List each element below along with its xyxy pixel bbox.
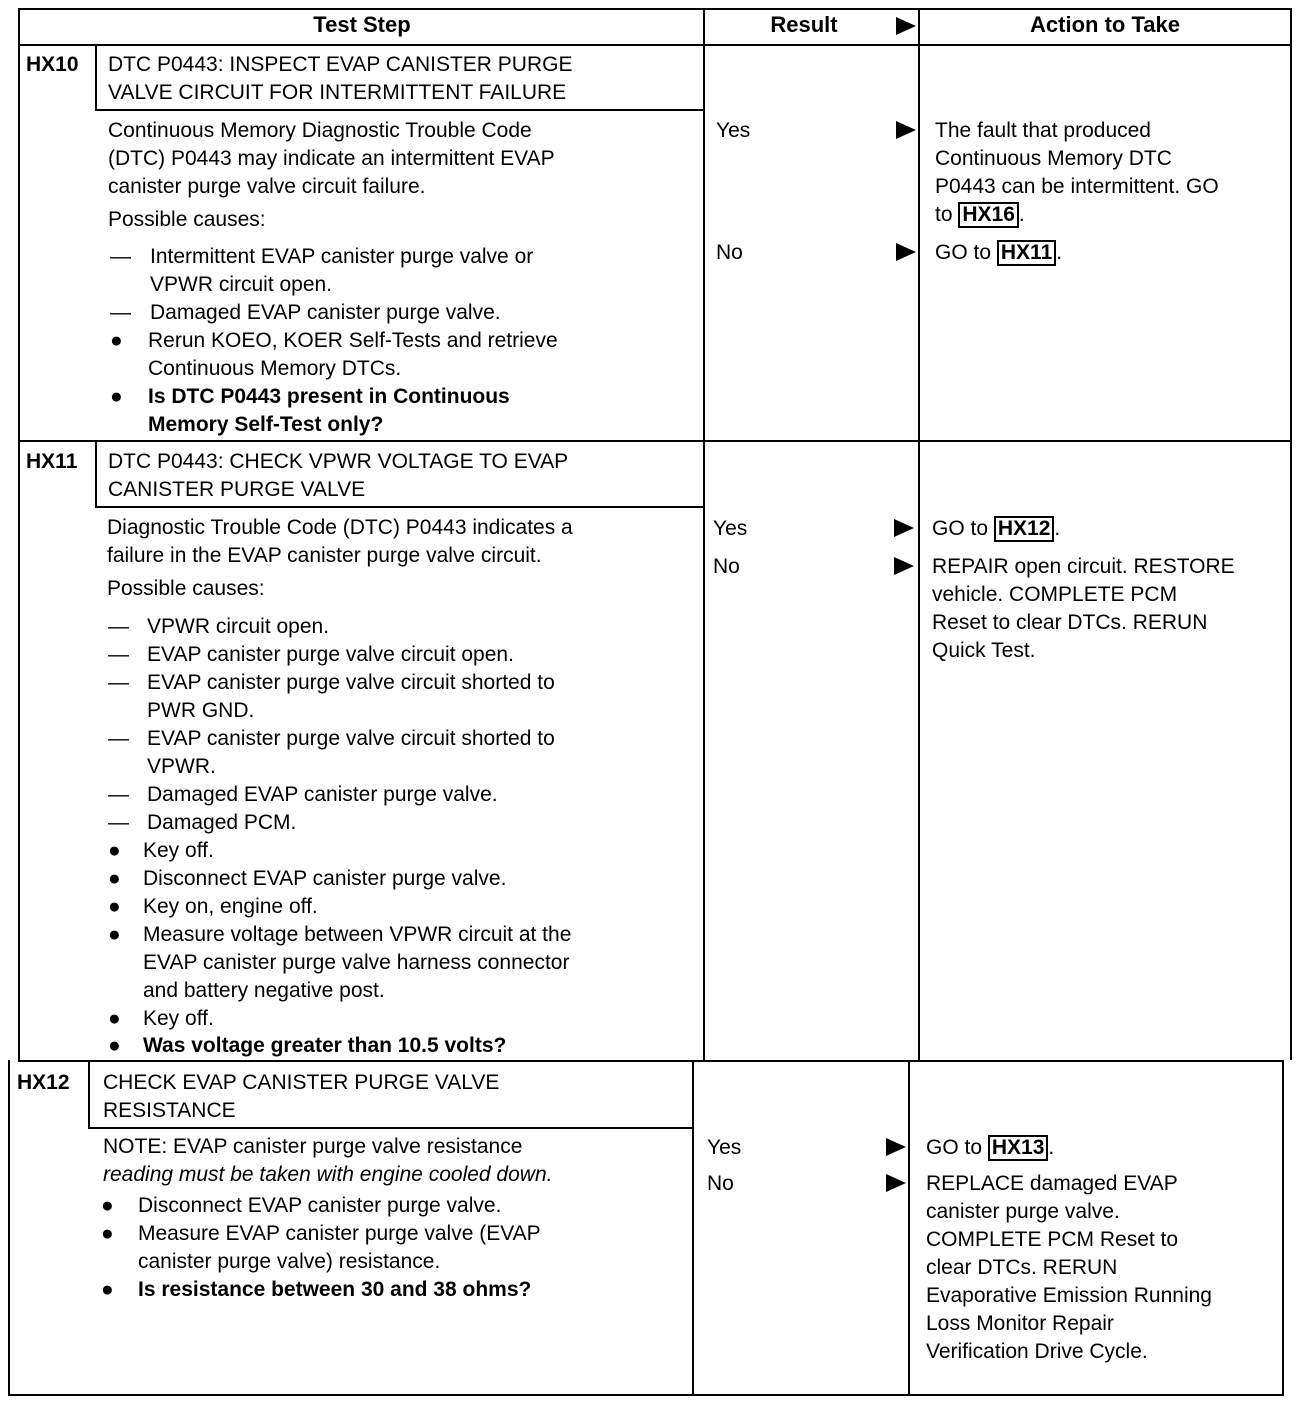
action-line: Loss Monitor Repair bbox=[926, 1312, 1114, 1335]
description-line: canister purge valve circuit failure. bbox=[108, 175, 426, 198]
step-id-hx12: HX12 bbox=[17, 1071, 70, 1094]
rule bbox=[18, 44, 1292, 46]
period: . bbox=[1048, 1136, 1055, 1159]
description-line: (DTC) P0443 may indicate an intermittent EVAP bbox=[108, 147, 555, 170]
step-reference-hx16[interactable]: HX16 bbox=[958, 202, 1019, 228]
step-reference-hx12[interactable]: HX12 bbox=[994, 516, 1055, 542]
action-line: COMPLETE PCM Reset to bbox=[926, 1228, 1179, 1251]
rule bbox=[95, 440, 97, 506]
description-line: failure in the EVAP canister purge valve circuit. bbox=[107, 544, 542, 567]
step-line: and battery negative post. bbox=[143, 979, 385, 1002]
cause-line: Intermittent EVAP canister purge valve or bbox=[150, 245, 534, 268]
result-yes: Yes bbox=[716, 119, 751, 142]
bullet-icon: ● bbox=[108, 895, 121, 918]
rule bbox=[703, 8, 705, 1060]
bullet-icon: ● bbox=[101, 1222, 114, 1245]
rule bbox=[692, 1060, 694, 1396]
description-line: Diagnostic Trouble Code (DTC) P0443 indicates a bbox=[107, 516, 573, 539]
step-title-line: VALVE CIRCUIT FOR INTERMITTENT FAILURE bbox=[108, 81, 567, 104]
rule bbox=[18, 8, 20, 1060]
dash-marker: — bbox=[110, 301, 131, 324]
header-result: Result bbox=[770, 12, 838, 37]
action-text: to bbox=[935, 203, 953, 226]
step-line: Key off. bbox=[143, 839, 214, 862]
cause-line: EVAP canister purge valve circuit shorted to bbox=[147, 727, 555, 750]
action-text: GO to bbox=[935, 241, 992, 264]
step-title-line: RESISTANCE bbox=[103, 1099, 236, 1122]
rule bbox=[908, 1060, 910, 1396]
bullet-icon: ● bbox=[108, 867, 121, 890]
action-line: Verification Drive Cycle. bbox=[926, 1340, 1148, 1363]
question-line: Memory Self-Test only? bbox=[148, 413, 384, 436]
cause-line: VPWR circuit open. bbox=[150, 273, 333, 296]
step-line: Key off. bbox=[143, 1007, 214, 1030]
rule bbox=[918, 8, 920, 1060]
bullet-icon: ● bbox=[108, 923, 121, 946]
step-line: Measure voltage between VPWR circuit at the bbox=[143, 923, 572, 946]
step-line: Rerun KOEO, KOER Self-Tests and retrieve bbox=[148, 329, 558, 352]
dash-marker: — bbox=[108, 643, 129, 666]
possible-causes-label: Possible causes: bbox=[108, 208, 266, 231]
dash-marker: — bbox=[108, 811, 129, 834]
bullet-icon: ● bbox=[108, 1034, 121, 1057]
rule bbox=[18, 8, 1292, 10]
result-yes: Yes bbox=[707, 1136, 742, 1159]
note-line: reading must be taken with engine cooled down. bbox=[103, 1163, 553, 1186]
cause-line: VPWR. bbox=[147, 755, 216, 778]
period: . bbox=[1018, 203, 1025, 226]
step-line: canister purge valve) resistance. bbox=[138, 1250, 441, 1273]
step-line: EVAP canister purge valve harness connector bbox=[143, 951, 570, 974]
rule bbox=[18, 1060, 1284, 1062]
step-line: Measure EVAP canister purge valve (EVAP bbox=[138, 1222, 541, 1245]
arrow-icon bbox=[894, 519, 914, 537]
action-line bbox=[926, 1134, 1054, 1162]
action-line bbox=[932, 515, 1060, 543]
header-action: Action to Take bbox=[1030, 12, 1180, 37]
dash-marker: — bbox=[108, 615, 129, 638]
arrow-icon bbox=[896, 243, 916, 261]
rule bbox=[95, 109, 704, 111]
action-line: Quick Test. bbox=[932, 639, 1036, 662]
cause-line: EVAP canister purge valve circuit open. bbox=[147, 643, 514, 666]
step-line: Disconnect EVAP canister purge valve. bbox=[138, 1194, 502, 1217]
rule bbox=[1282, 1060, 1284, 1396]
action-line bbox=[935, 239, 1062, 267]
result-no: No bbox=[716, 241, 743, 264]
step-line: Key on, engine off. bbox=[143, 895, 318, 918]
period: . bbox=[1054, 517, 1061, 540]
step-title-line: DTC P0443: INSPECT EVAP CANISTER PURGE bbox=[108, 53, 573, 76]
rule bbox=[8, 1394, 1284, 1396]
bullet-icon: ● bbox=[101, 1194, 114, 1217]
dash-marker: — bbox=[108, 727, 129, 750]
step-title-line: CHECK EVAP CANISTER PURGE VALVE bbox=[103, 1071, 500, 1094]
description-line: Continuous Memory Diagnostic Trouble Code bbox=[108, 119, 532, 142]
arrow-icon bbox=[894, 557, 914, 575]
cause-line: PWR GND. bbox=[147, 699, 255, 722]
question-line: Was voltage greater than 10.5 volts? bbox=[143, 1034, 507, 1057]
arrow-icon bbox=[896, 17, 916, 35]
step-title-line: DTC P0443: CHECK VPWR VOLTAGE TO EVAP bbox=[108, 450, 569, 473]
action-line: REPAIR open circuit. RESTORE bbox=[932, 555, 1235, 578]
result-yes: Yes bbox=[713, 517, 748, 540]
bullet-icon: ● bbox=[101, 1278, 114, 1301]
step-line: Continuous Memory DTCs. bbox=[148, 357, 402, 380]
arrow-icon bbox=[886, 1138, 906, 1156]
question-line: Is DTC P0443 present in Continuous bbox=[148, 385, 510, 408]
action-text: GO to bbox=[926, 1136, 983, 1159]
dash-marker: — bbox=[110, 245, 131, 268]
action-line bbox=[935, 201, 1025, 229]
result-no: No bbox=[713, 555, 740, 578]
step-id-hx10: HX10 bbox=[26, 53, 79, 76]
step-reference-hx11[interactable]: HX11 bbox=[997, 240, 1056, 266]
bullet-icon: ● bbox=[110, 329, 123, 352]
rule bbox=[95, 506, 704, 508]
arrow-icon bbox=[896, 121, 916, 139]
cause-line: EVAP canister purge valve circuit shorted to bbox=[147, 671, 555, 694]
rule bbox=[1290, 8, 1292, 1060]
step-line: Disconnect EVAP canister purge valve. bbox=[143, 867, 507, 890]
arrow-icon bbox=[886, 1174, 906, 1192]
bullet-icon: ● bbox=[108, 839, 121, 862]
note-line: NOTE: EVAP canister purge valve resistance bbox=[103, 1135, 523, 1158]
rule bbox=[88, 1060, 90, 1127]
cause-line: Damaged PCM. bbox=[147, 811, 297, 834]
cause-line: VPWR circuit open. bbox=[147, 615, 330, 638]
step-id-hx11: HX11 bbox=[26, 450, 78, 473]
rule bbox=[88, 1127, 694, 1129]
action-line: REPLACE damaged EVAP bbox=[926, 1172, 1178, 1195]
period: . bbox=[1056, 241, 1063, 264]
action-text: GO to bbox=[932, 517, 989, 540]
possible-causes-label: Possible causes: bbox=[107, 577, 265, 600]
header-test-step: Test Step bbox=[313, 12, 411, 37]
bullet-icon: ● bbox=[110, 385, 123, 408]
step-reference-hx13[interactable]: HX13 bbox=[988, 1135, 1049, 1161]
action-line: vehicle. COMPLETE PCM bbox=[932, 583, 1178, 606]
action-line: clear DTCs. RERUN bbox=[926, 1256, 1118, 1279]
action-line: canister purge valve. bbox=[926, 1200, 1120, 1223]
action-line: P0443 can be intermittent. GO bbox=[935, 175, 1219, 198]
action-line: Evaporative Emission Running bbox=[926, 1284, 1212, 1307]
cause-line: Damaged EVAP canister purge valve. bbox=[147, 783, 498, 806]
rule bbox=[95, 44, 97, 109]
question-line: Is resistance between 30 and 38 ohms? bbox=[138, 1278, 532, 1301]
action-line: The fault that produced bbox=[935, 119, 1151, 142]
action-line: Continuous Memory DTC bbox=[935, 147, 1172, 170]
rule bbox=[8, 1060, 10, 1396]
dash-marker: — bbox=[108, 783, 129, 806]
result-no: No bbox=[707, 1172, 734, 1195]
dash-marker: — bbox=[108, 671, 129, 694]
bullet-icon: ● bbox=[108, 1007, 121, 1030]
rule bbox=[18, 440, 1292, 442]
cause-line: Damaged EVAP canister purge valve. bbox=[150, 301, 501, 324]
action-line: Reset to clear DTCs. RERUN bbox=[932, 611, 1208, 634]
step-title-line: CANISTER PURGE VALVE bbox=[108, 478, 366, 501]
